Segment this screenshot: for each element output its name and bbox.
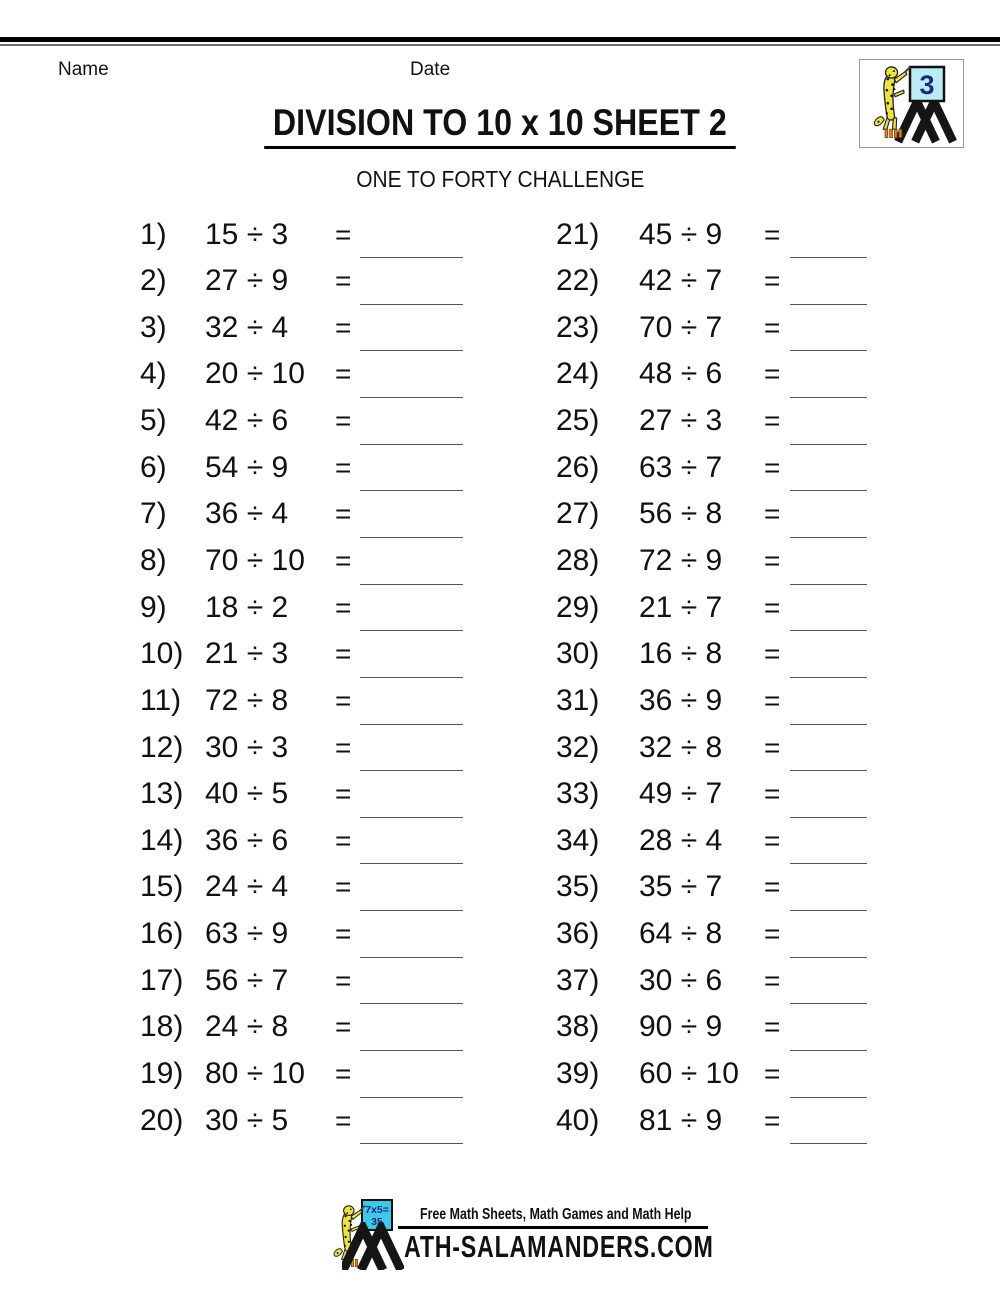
problem-number: 15) — [140, 870, 184, 904]
problem-row — [140, 445, 485, 492]
problem-number: 20) — [140, 1103, 184, 1137]
problem-row — [140, 1098, 485, 1145]
problem-expression: 80 ÷ 10 — [205, 1057, 305, 1091]
problem-number: 36) — [556, 917, 600, 951]
problem-number: 2) — [140, 264, 167, 298]
problem-row — [140, 538, 485, 585]
grade-number: 3 — [919, 70, 935, 100]
problem-number: 32) — [556, 730, 600, 764]
equals-sign: = — [335, 638, 352, 670]
equals-sign: = — [335, 778, 352, 810]
problem-number: 35) — [556, 870, 600, 904]
equals-sign: = — [764, 1011, 781, 1043]
problem-row — [140, 725, 485, 772]
problem-row — [556, 1098, 886, 1145]
problem-row — [556, 771, 886, 818]
equals-sign: = — [764, 918, 781, 950]
problem-row — [556, 398, 886, 445]
problem-expression: 56 ÷ 8 — [639, 497, 723, 531]
footer-board-line2: 35 — [371, 1216, 383, 1228]
problems-column-right — [556, 212, 886, 1145]
answer-blank[interactable] — [360, 1143, 463, 1144]
equals-sign: = — [764, 638, 781, 670]
title-row — [0, 102, 1000, 149]
equals-sign: = — [764, 405, 781, 437]
problem-expression: 27 ÷ 9 — [205, 264, 289, 298]
problem-number: 13) — [140, 777, 184, 811]
problem-row — [556, 445, 886, 492]
problem-number: 31) — [556, 683, 600, 717]
problem-expression: 48 ÷ 6 — [639, 357, 723, 391]
problem-row — [140, 864, 485, 911]
equals-sign: = — [764, 311, 781, 343]
problem-row — [140, 911, 485, 958]
equals-sign: = — [335, 918, 352, 950]
equals-sign: = — [335, 498, 352, 530]
equals-sign: = — [764, 871, 781, 903]
problem-expression: 36 ÷ 9 — [639, 683, 723, 717]
top-border-thin — [0, 44, 1000, 46]
problem-expression: 63 ÷ 7 — [639, 450, 723, 484]
problem-expression: 28 ÷ 4 — [639, 823, 723, 857]
equals-sign: = — [335, 731, 352, 763]
problem-expression: 81 ÷ 9 — [639, 1103, 723, 1137]
problem-expression: 30 ÷ 6 — [639, 963, 723, 997]
problem-row — [556, 538, 886, 585]
problem-expression: 45 ÷ 9 — [639, 217, 723, 251]
problem-expression: 72 ÷ 8 — [205, 683, 289, 717]
problem-number: 19) — [140, 1057, 184, 1091]
problem-row — [556, 864, 886, 911]
problem-number: 8) — [140, 543, 167, 577]
problem-number: 5) — [140, 404, 167, 438]
footer-m-icon — [342, 1222, 404, 1270]
equals-sign: = — [335, 1011, 352, 1043]
problem-row — [556, 958, 886, 1005]
problem-row — [140, 398, 485, 445]
problem-row — [556, 911, 886, 958]
problem-row — [556, 1004, 886, 1051]
problem-row — [556, 1051, 886, 1098]
problem-row — [140, 678, 485, 725]
problem-row — [556, 305, 886, 352]
equals-sign: = — [764, 684, 781, 716]
problem-number: 29) — [556, 590, 600, 624]
problem-row — [140, 1004, 485, 1051]
equals-sign: = — [335, 265, 352, 297]
problem-expression: 56 ÷ 7 — [205, 963, 289, 997]
problem-number: 23) — [556, 310, 600, 344]
problem-row — [140, 305, 485, 352]
problem-number: 3) — [140, 310, 167, 344]
problem-number: 4) — [140, 357, 167, 391]
problem-expression: 70 ÷ 7 — [639, 310, 723, 344]
problem-expression: 24 ÷ 8 — [205, 1010, 289, 1044]
answer-blank[interactable] — [790, 1143, 867, 1144]
equals-sign: = — [335, 964, 352, 996]
problem-number: 21) — [556, 217, 600, 251]
problem-expression: 32 ÷ 8 — [639, 730, 723, 764]
problem-expression: 16 ÷ 8 — [639, 637, 723, 671]
problem-number: 37) — [556, 963, 600, 997]
equals-sign: = — [764, 1058, 781, 1090]
problem-expression: 35 ÷ 7 — [639, 870, 723, 904]
problem-row — [556, 818, 886, 865]
problem-row — [140, 771, 485, 818]
problem-expression: 40 ÷ 5 — [205, 777, 289, 811]
problem-number: 33) — [556, 777, 600, 811]
page-subtitle: ONE TO FORTY CHALLENGE — [355, 166, 645, 192]
equals-sign: = — [764, 544, 781, 576]
date-label: Date — [410, 59, 451, 80]
problem-number: 30) — [556, 637, 600, 671]
problem-row — [140, 258, 485, 305]
problem-expression: 20 ÷ 10 — [205, 357, 305, 391]
problem-number: 1) — [140, 217, 167, 251]
problem-expression: 30 ÷ 3 — [205, 730, 289, 764]
problem-row — [140, 958, 485, 1005]
problem-expression: 60 ÷ 10 — [639, 1057, 739, 1091]
problem-expression: 36 ÷ 4 — [205, 497, 289, 531]
equals-sign: = — [335, 1058, 352, 1090]
problem-expression: 36 ÷ 6 — [205, 823, 289, 857]
problem-expression: 18 ÷ 2 — [205, 590, 289, 624]
problem-row — [556, 678, 886, 725]
footer-brand-text: ATH-SALAMANDERS.COM — [404, 1229, 714, 1264]
problem-row — [140, 818, 485, 865]
problem-expression: 15 ÷ 3 — [205, 217, 289, 251]
problem-expression: 27 ÷ 3 — [639, 404, 723, 438]
equals-sign: = — [335, 544, 352, 576]
problem-row — [556, 351, 886, 398]
problem-row — [140, 585, 485, 632]
footer-tagline: Free Math Sheets, Math Games and Math Help — [420, 1206, 692, 1223]
problem-row — [140, 351, 485, 398]
top-border-thick — [0, 37, 1000, 42]
subtitle-row — [0, 166, 1000, 193]
problem-number: 11) — [140, 683, 182, 717]
problem-number: 16) — [140, 917, 184, 951]
problem-number: 22) — [556, 264, 600, 298]
problem-expression: 42 ÷ 6 — [205, 404, 289, 438]
equals-sign: = — [764, 451, 781, 483]
equals-sign: = — [764, 1104, 781, 1136]
problem-expression: 32 ÷ 4 — [205, 310, 289, 344]
problem-expression: 30 ÷ 5 — [205, 1103, 289, 1137]
equals-sign: = — [764, 498, 781, 530]
problem-number: 28) — [556, 543, 600, 577]
problem-row — [140, 631, 485, 678]
equals-sign: = — [335, 218, 352, 250]
equals-sign: = — [335, 591, 352, 623]
problem-row — [140, 491, 485, 538]
equals-sign: = — [764, 824, 781, 856]
equals-sign: = — [764, 964, 781, 996]
equals-sign: = — [335, 311, 352, 343]
problem-number: 25) — [556, 404, 600, 438]
equals-sign: = — [335, 1104, 352, 1136]
problem-expression: 49 ÷ 7 — [639, 777, 723, 811]
problem-expression: 21 ÷ 7 — [639, 590, 723, 624]
problem-number: 38) — [556, 1010, 600, 1044]
equals-sign: = — [335, 871, 352, 903]
problem-number: 27) — [556, 497, 600, 531]
problem-row — [556, 491, 886, 538]
problem-expression: 90 ÷ 9 — [639, 1010, 723, 1044]
problem-number: 40) — [556, 1103, 600, 1137]
equals-sign: = — [764, 731, 781, 763]
equals-sign: = — [764, 358, 781, 390]
problem-number: 12) — [140, 730, 184, 764]
problem-number: 18) — [140, 1010, 184, 1044]
problem-number: 17) — [140, 963, 184, 997]
problems-column-left — [140, 212, 485, 1145]
problem-expression: 42 ÷ 7 — [639, 264, 723, 298]
equals-sign: = — [335, 824, 352, 856]
problem-row — [556, 631, 886, 678]
problem-expression: 64 ÷ 8 — [639, 917, 723, 951]
equals-sign: = — [764, 265, 781, 297]
problem-expression: 54 ÷ 9 — [205, 450, 289, 484]
equals-sign: = — [764, 778, 781, 810]
page-title: DIVISION TO 10 x 10 SHEET 2 — [264, 102, 735, 149]
problem-row — [556, 585, 886, 632]
equals-sign: = — [335, 405, 352, 437]
problem-number: 7) — [140, 497, 167, 531]
problem-number: 39) — [556, 1057, 600, 1091]
problem-expression: 72 ÷ 9 — [639, 543, 723, 577]
problem-number: 9) — [140, 590, 167, 624]
equals-sign: = — [764, 591, 781, 623]
name-label: Name — [58, 59, 109, 80]
problem-number: 24) — [556, 357, 600, 391]
problem-expression: 24 ÷ 4 — [205, 870, 289, 904]
problem-row — [140, 212, 485, 259]
equals-sign: = — [764, 218, 781, 250]
problem-number: 14) — [140, 823, 184, 857]
problem-row — [140, 1051, 485, 1098]
problem-number: 10) — [140, 637, 184, 671]
footer-board-line1: 7x5= — [365, 1204, 389, 1216]
equals-sign: = — [335, 451, 352, 483]
problem-row — [556, 258, 886, 305]
problem-number: 26) — [556, 450, 600, 484]
problem-expression: 63 ÷ 9 — [205, 917, 289, 951]
problem-number: 6) — [140, 450, 167, 484]
equals-sign: = — [335, 684, 352, 716]
equals-sign: = — [335, 358, 352, 390]
problem-expression: 70 ÷ 10 — [205, 543, 305, 577]
problem-row — [556, 212, 886, 259]
problem-row — [556, 725, 886, 772]
problem-number: 34) — [556, 823, 600, 857]
problem-expression: 21 ÷ 3 — [205, 637, 289, 671]
